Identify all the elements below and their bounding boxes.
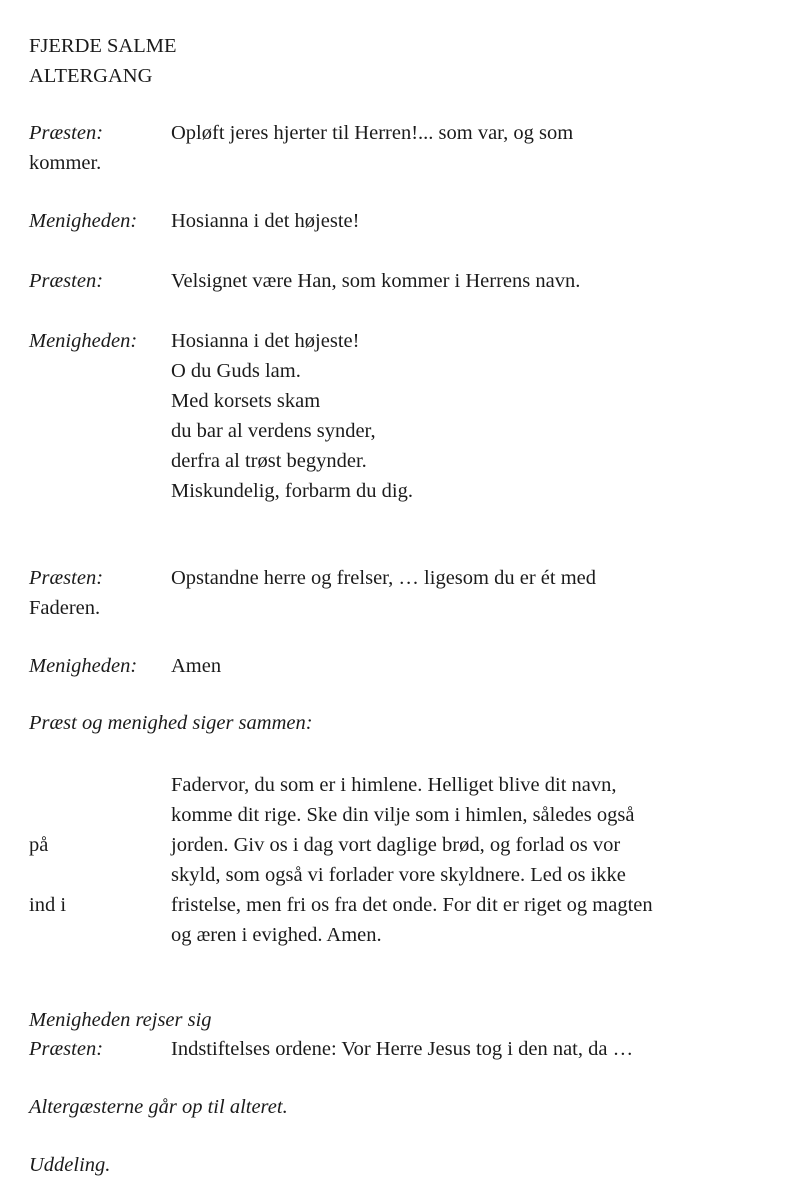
instruction-text: Præst og menighed siger sammen: <box>29 712 313 734</box>
speaker-congregation: Menigheden: <box>29 655 138 677</box>
margin-word: ind i <box>29 894 67 916</box>
verse-line: O du Guds lam. <box>171 360 301 382</box>
speaker-priest: Præsten: <box>29 270 104 292</box>
priest-line-continuation: Faderen. <box>29 597 101 619</box>
instruction-text: Altergæsterne går op til alteret. <box>29 1096 288 1118</box>
priest-line: Opløft jeres hjerter til Herren!... som var, og som <box>171 122 574 144</box>
verse-line: derfra al trøst begynder. <box>171 450 367 472</box>
priest-line: Velsignet være Han, som kommer i Herrens navn. <box>171 270 581 292</box>
prayer-line: jorden. Giv os i dag vort daglige brød, og forlad os vor <box>171 834 621 856</box>
verse-line: Miskundelig, forbarm du dig. <box>171 480 413 502</box>
priest-line-continuation: kommer. <box>29 152 102 174</box>
priest-line: Opstandne herre og frelser, … ligesom du er ét med <box>171 567 596 589</box>
heading-title: FJERDE SALME <box>29 35 177 57</box>
verse-line: Med korsets skam <box>171 390 321 412</box>
prayer-line: komme dit rige. Ske din vilje som i himlen, således også <box>171 804 635 826</box>
speaker-priest: Præsten: <box>29 122 104 144</box>
speaker-congregation: Menigheden: <box>29 210 138 232</box>
prayer-line: fristelse, men fri os fra det onde. For dit er riget og magten <box>171 894 653 916</box>
margin-word: på <box>29 834 49 856</box>
priest-line: Indstiftelses ordene: Vor Herre Jesus tog i den nat, da … <box>171 1038 634 1060</box>
hymn-verse <box>171 326 413 506</box>
prayer-text <box>171 770 653 950</box>
speaker-congregation: Menigheden: <box>29 330 138 352</box>
speaker-priest: Præsten: <box>29 1038 104 1060</box>
prayer-line: Fadervor, du som er i himlene. Helliget blive dit navn, <box>171 774 617 796</box>
instruction-text: Menigheden rejser sig <box>29 1009 212 1031</box>
verse-line: du bar al verdens synder, <box>171 420 376 442</box>
heading-subtitle: ALTERGANG <box>29 65 153 87</box>
prayer-line: skyld, som også vi forlader vore skyldnere. Led os ikke <box>171 864 626 886</box>
instruction-text: Uddeling. <box>29 1154 111 1176</box>
congregation-line: Hosianna i det højeste! <box>171 210 360 232</box>
prayer-line: og æren i evighed. Amen. <box>171 924 382 946</box>
verse-line: Hosianna i det højeste! <box>171 330 360 352</box>
congregation-line: Amen <box>171 655 222 677</box>
speaker-priest: Præsten: <box>29 567 104 589</box>
